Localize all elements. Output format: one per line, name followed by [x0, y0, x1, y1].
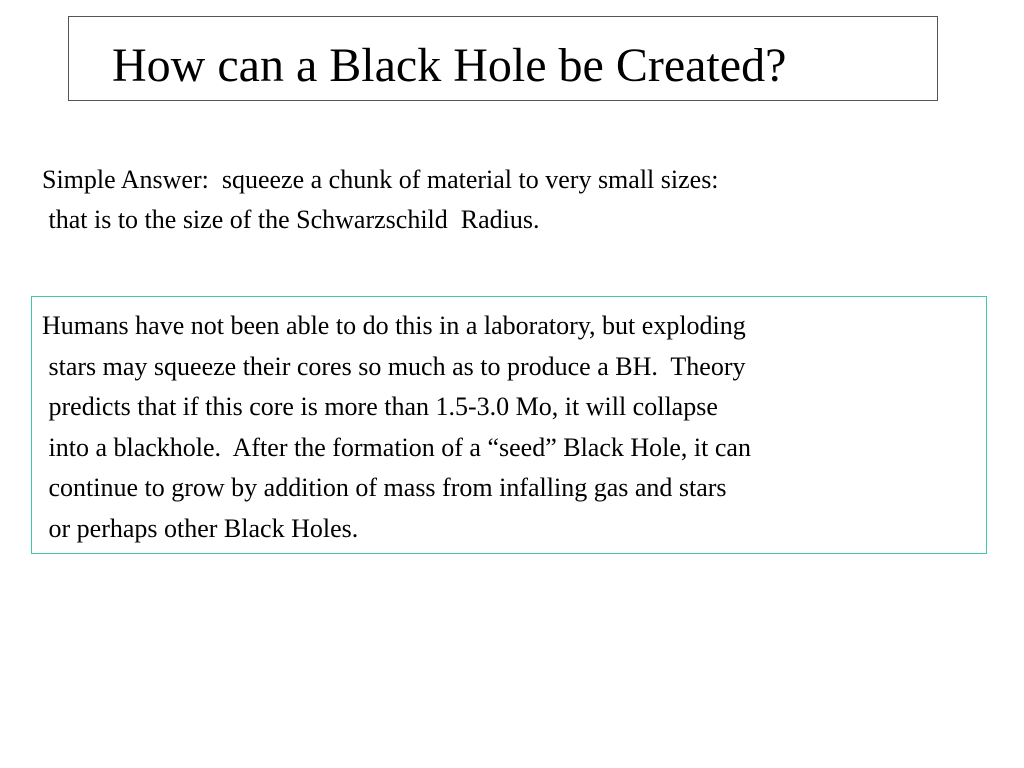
callout-line: into a blackhole. After the formation of a “seed” Black Hole, it can	[42, 432, 751, 462]
callout-line: predicts that if this core is more than 1.5-3.0 Mo, it will collapse	[42, 392, 718, 421]
callout-line: or perhaps other Black Holes.	[42, 513, 359, 543]
slide-title: How can a Black Hole be Created?	[112, 39, 787, 92]
callout-line: stars may squeeze their cores so much as to produce a BH. Theory	[42, 351, 746, 381]
intro-line: Simple Answer: squeeze a chunk of material to very small sizes:	[42, 165, 719, 194]
callout-line: Humans have not been able to do this in a laboratory, but exploding	[42, 311, 746, 340]
intro-paragraph	[42, 160, 719, 240]
callout-paragraph	[42, 306, 751, 549]
callout-line: continue to grow by addition of mass from infalling gas and stars	[42, 473, 727, 502]
intro-line: that is to the size of the Schwarzschild Radius.	[42, 205, 540, 234]
